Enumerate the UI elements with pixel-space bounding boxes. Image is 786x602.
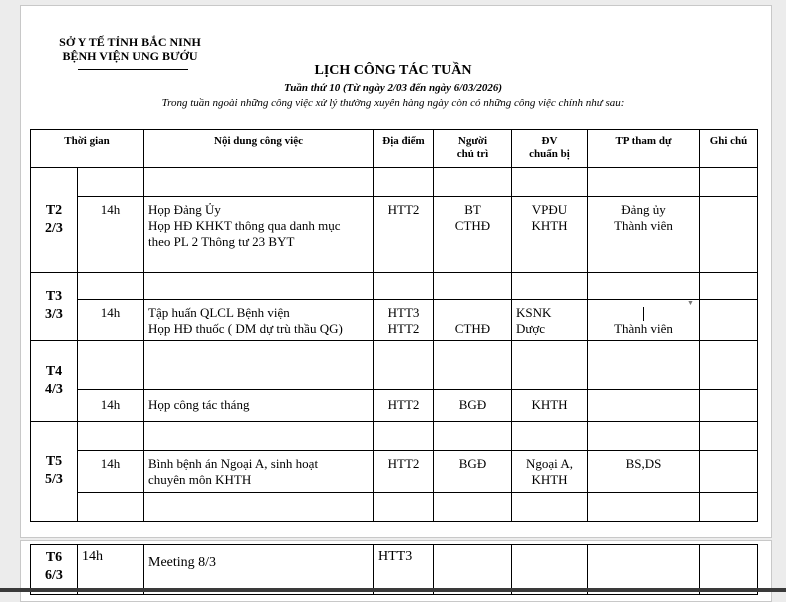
table-row xyxy=(31,450,758,492)
notes-cell xyxy=(700,197,758,251)
content-cell: Họp công tác tháng xyxy=(144,389,374,421)
unit-cell: VPĐU KHTH xyxy=(512,197,588,251)
table-row xyxy=(31,168,758,197)
time-cell: 14h xyxy=(78,299,144,340)
table-row xyxy=(31,389,758,421)
participants-cell[interactable]: Thành viên xyxy=(588,299,700,340)
notes-cell xyxy=(700,450,758,492)
content-cell: Họp Đảng Ủy Họp HĐ KHKT thông qua danh mục theo PL 2 Thông tư 23 BYT xyxy=(144,197,374,251)
table-row xyxy=(31,272,758,299)
host-cell: BT CTHĐ xyxy=(434,197,512,251)
participants-cell xyxy=(588,389,700,421)
taskbar-edge xyxy=(0,588,786,592)
day-cell-t2: T2 2/3 xyxy=(31,168,78,273)
day-cell-t6: T6 6/3 xyxy=(31,545,78,595)
unit-cell: KHTH xyxy=(512,389,588,421)
document-title: LỊCH CÔNG TÁC TUẦN xyxy=(314,63,472,78)
unit-cell: KSNK Dược xyxy=(512,299,588,340)
host-cell: BGĐ xyxy=(434,450,512,492)
day-cell-t3: T3 3/3 xyxy=(31,272,78,340)
table-row xyxy=(31,299,758,340)
participants-cell: BS,DS xyxy=(588,450,700,492)
dropdown-arrow-icon[interactable]: ▼ xyxy=(687,299,694,307)
document-subtitle: Tuần thứ 10 (Từ ngày 2/03 đến ngày 6/03/2026) xyxy=(283,82,503,94)
location-cell: HTT2 xyxy=(374,450,434,492)
org-name-hospital: BỆNH VIỆN UNG BƯỚU xyxy=(62,49,198,63)
table-row xyxy=(31,421,758,450)
col-notes-header: Ghi chú xyxy=(700,130,758,168)
content-cell: Bình bệnh án Ngoại A, sinh hoạt chuyên môn KHTH xyxy=(144,450,374,492)
location-cell: HTT3 xyxy=(374,545,434,595)
location-cell: HTT3 HTT2 xyxy=(374,299,434,340)
unit-cell: Ngoại A, KHTH xyxy=(512,450,588,492)
time-cell: 14h xyxy=(78,545,144,595)
table-row xyxy=(31,492,758,521)
content-cell: Tập huấn QLCL Bệnh viện Họp HĐ thuốc ( DM dự trù thầu QG) xyxy=(144,299,374,340)
host-cell: CTHĐ xyxy=(434,299,512,340)
col-time-header: Thời gian xyxy=(31,130,144,168)
table-row xyxy=(31,250,758,272)
col-content-header: Nội dung công việc xyxy=(144,130,374,168)
day-cell-t4: T4 4/3 xyxy=(31,340,78,421)
table-row xyxy=(31,340,758,389)
host-cell xyxy=(434,545,512,595)
notes-cell xyxy=(700,545,758,595)
col-participants-header: TP tham dự xyxy=(588,130,700,168)
unit-cell xyxy=(512,545,588,595)
participants-cell: Đảng ủy Thành viên xyxy=(588,197,700,251)
day-cell-t5: T5 5/3 xyxy=(31,421,78,521)
location-cell: HTT2 xyxy=(374,197,434,251)
time-cell: 14h xyxy=(78,389,144,421)
notes-cell xyxy=(700,389,758,421)
org-name-department: SỞ Y TẾ TỈNH BẮC NINH xyxy=(59,35,201,49)
schedule-table xyxy=(30,129,758,522)
col-unit-header: ĐV chuẩn bị xyxy=(512,130,588,168)
table-row xyxy=(31,545,758,595)
time-cell: 14h xyxy=(78,197,144,251)
participants-cell xyxy=(588,545,700,595)
location-cell: HTT2 xyxy=(374,389,434,421)
table-row xyxy=(31,197,758,251)
notes-cell xyxy=(700,299,758,340)
document-intro: Trong tuần ngoài những công việc xử lý thường xuyên hàng ngày còn có những công việc chính như sau: xyxy=(161,97,625,109)
header-row xyxy=(31,130,758,168)
col-host-header: Người chủ trì xyxy=(434,130,512,168)
time-cell: 14h xyxy=(78,450,144,492)
text-cursor xyxy=(643,307,644,321)
host-cell: BGĐ xyxy=(434,389,512,421)
col-location-header: Địa điểm xyxy=(374,130,434,168)
content-cell: Meeting 8/3 xyxy=(144,545,374,595)
